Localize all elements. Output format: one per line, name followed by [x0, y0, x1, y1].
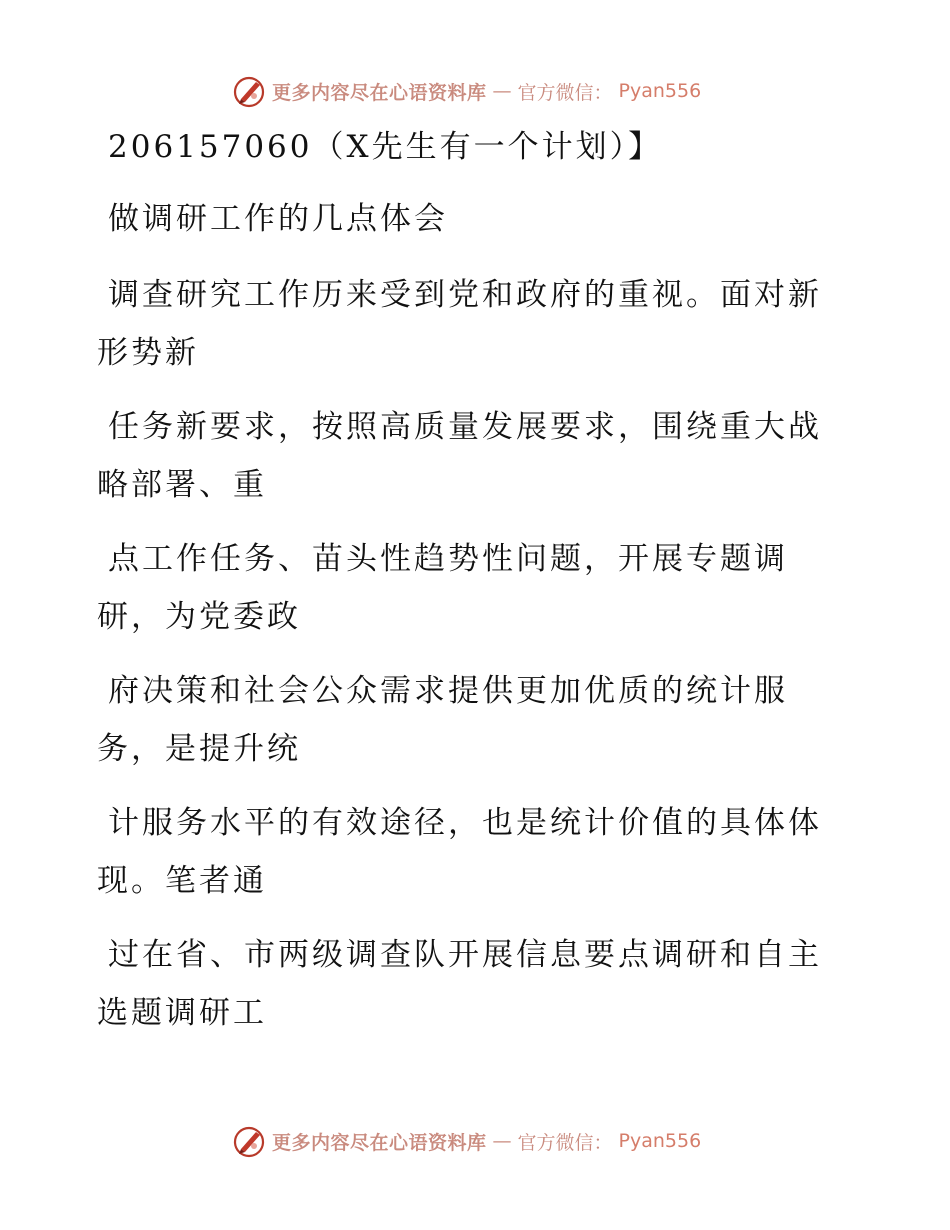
- header-watermark: [232, 72, 701, 110]
- doc-line: 任务新要求，按照高质量发展要求，围绕重大战: [108, 409, 822, 445]
- watermark-handle: Pyan556: [618, 1130, 702, 1152]
- watermark-site-text: 更多内容尽在心语资料库: [272, 81, 487, 104]
- doc-line: 务，是提升统: [97, 731, 301, 767]
- doc-line: 形势新: [97, 335, 199, 371]
- watermark-wechat-label: 官方微信：: [517, 1131, 613, 1154]
- doc-line: 点工作任务、苗头性趋势性问题，开展专题调: [108, 541, 788, 577]
- pen-logo-icon: [232, 74, 266, 108]
- doc-heading: 做调研工作的几点体会: [108, 201, 448, 237]
- footer-watermark: [232, 1122, 701, 1160]
- doc-line: 调查研究工作历来受到党和政府的重视。面对新: [108, 277, 822, 313]
- watermark-dash: —: [492, 80, 512, 102]
- watermark-site-text: 更多内容尽在心语资料库: [272, 1131, 487, 1154]
- pen-logo-icon: [232, 1124, 266, 1158]
- doc-line: 计服务水平的有效途径，也是统计价值的具体体: [108, 805, 822, 841]
- watermark-wechat-label: 官方微信：: [517, 81, 613, 104]
- doc-line: 研，为党委政: [97, 599, 301, 635]
- doc-line: 现。笔者通: [97, 863, 267, 899]
- doc-line: 府决策和社会公众需求提供更加优质的统计服: [108, 673, 788, 709]
- watermark-handle: Pyan556: [618, 80, 702, 102]
- watermark-dash: —: [492, 1130, 512, 1152]
- doc-line: 206157060（X先生有一个计划）】: [108, 129, 663, 165]
- doc-line: 选题调研工: [97, 995, 267, 1031]
- doc-line: 略部署、重: [97, 467, 267, 503]
- doc-line: 过在省、市两级调查队开展信息要点调研和自主: [108, 937, 822, 973]
